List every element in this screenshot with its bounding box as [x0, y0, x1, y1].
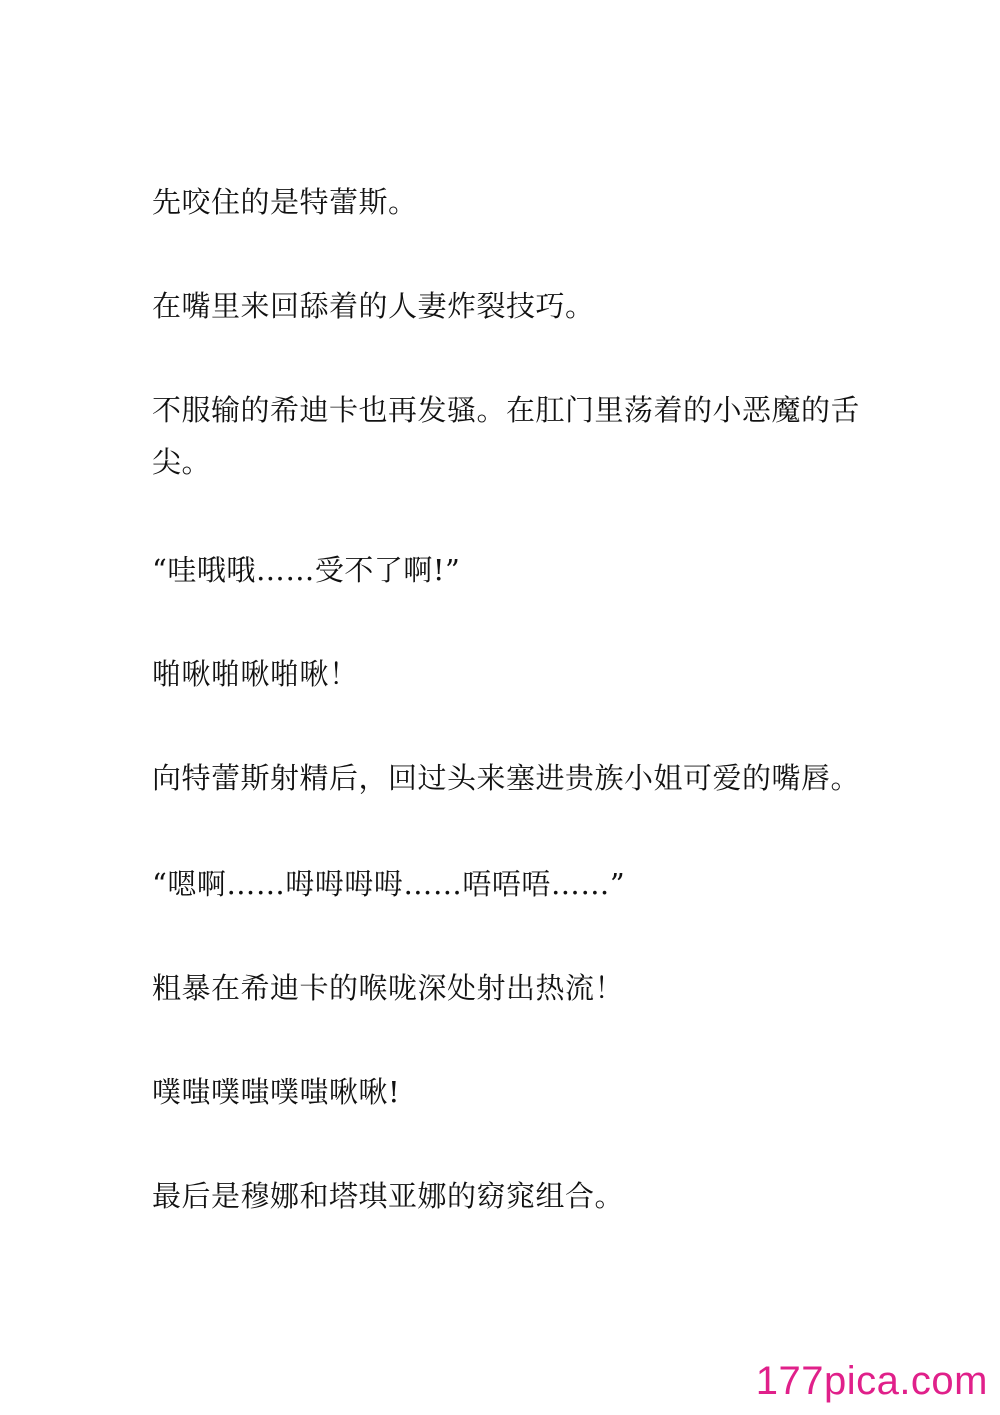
watermark-site-logo: 177pica.com	[755, 1359, 988, 1403]
paragraph-8: 粗暴在希迪卡的喉咙深处射出热流！	[152, 971, 625, 1005]
paragraph-10: 最后是穆娜和塔琪亚娜的窈窕组合。	[152, 1179, 625, 1213]
paragraph-2: 在嘴里来回舔着的人妻炸裂技巧。	[152, 289, 595, 323]
paragraph-4: “哇哦哦……受不了啊!”	[152, 553, 461, 587]
paragraph-9: 噗嗤噗嗤噗嗤啾啾!	[152, 1075, 401, 1109]
paragraph-5: 啪啾啪啾啪啾！	[152, 657, 359, 691]
paragraph-1: 先咬住的是特蕾斯。	[152, 185, 418, 219]
paragraph-3: 不服输的希迪卡也再发骚。在肛门里荡着的小恶魔的舌尖。	[152, 393, 861, 479]
paragraph-6: 向特蕾斯射精后，回过头来塞进贵族小姐可爱的嘴唇。	[152, 761, 861, 795]
paragraph-7: “嗯啊……呣呣呣呣……唔唔唔……”	[152, 867, 626, 901]
